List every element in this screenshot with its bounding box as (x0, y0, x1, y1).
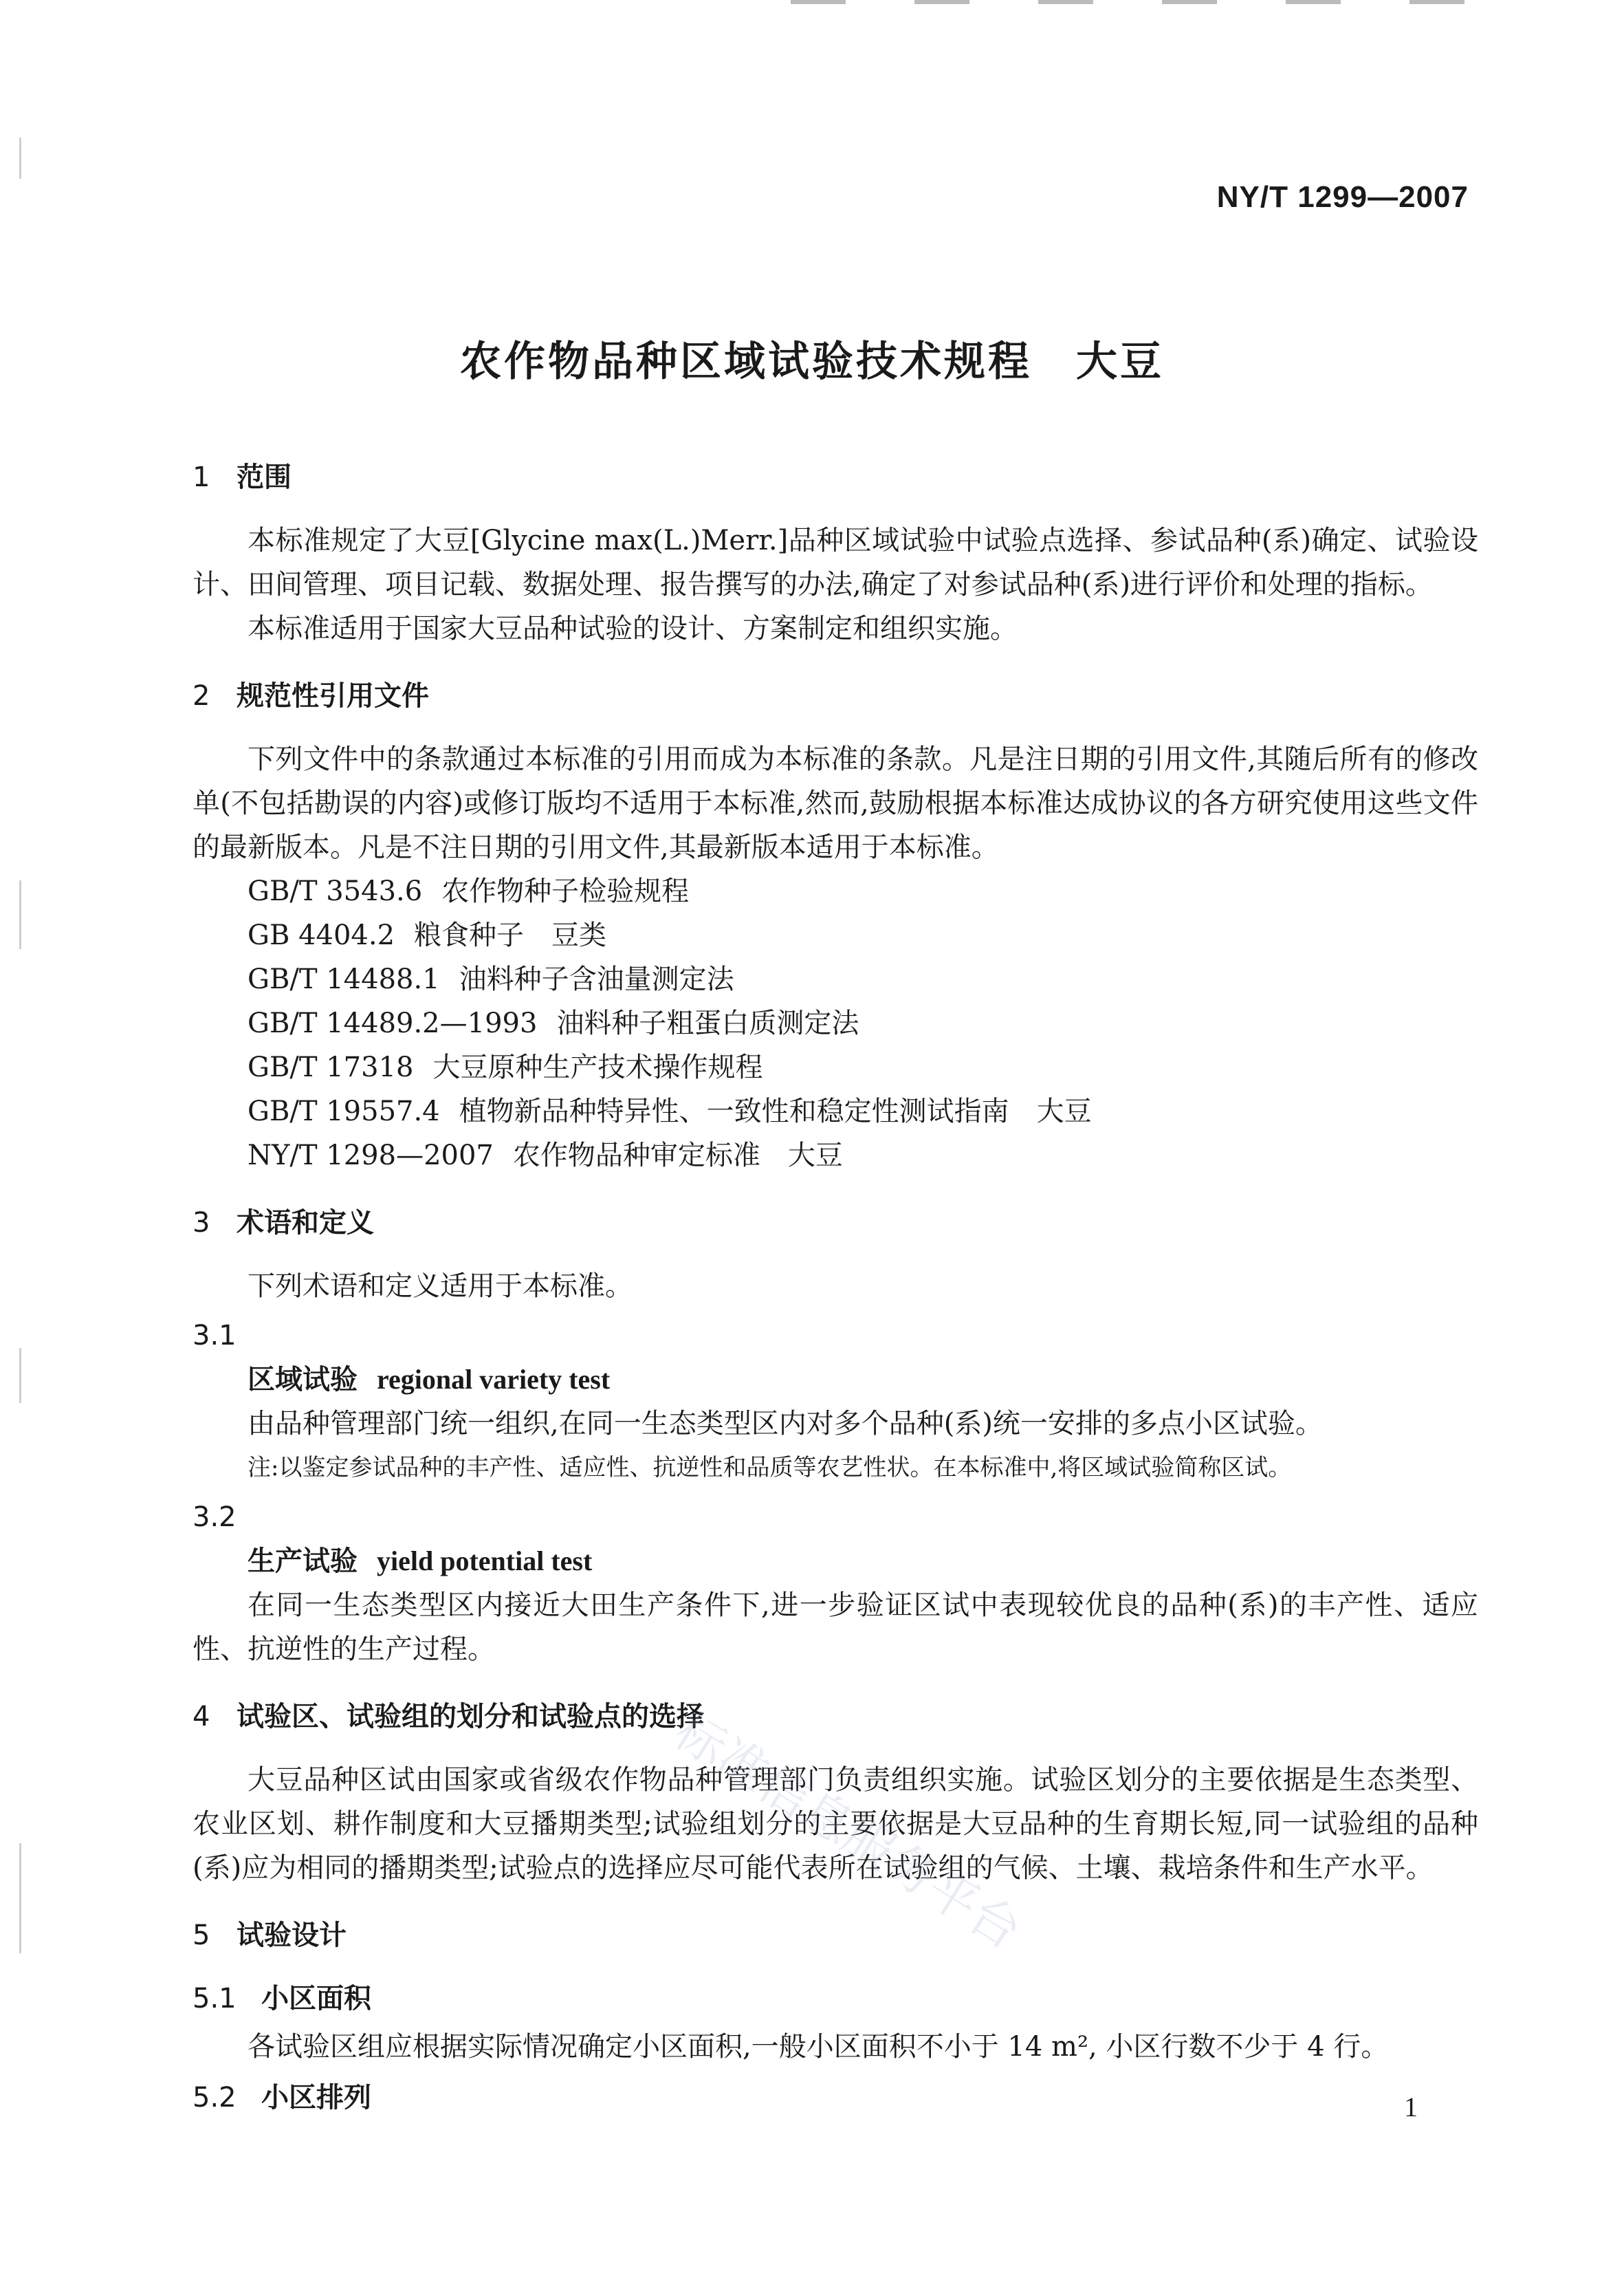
section-heading: 1 范围 (193, 461, 292, 493)
watermark: 标准信息服务平台 (665, 1701, 1032, 1961)
reference-item: GB/T 17318 大豆原种生产技术操作规程 (248, 1052, 763, 1083)
reference-item: GB/T 14488.1 油料种子含油量测定法 (248, 964, 734, 995)
reference-list (193, 869, 1478, 1177)
scan-edge-mark (19, 880, 21, 949)
scan-edge-mark (19, 1843, 21, 1953)
reference-item: GB/T 19557.4 植物新品种特异性、一致性和稳定性测试指南 大豆 (248, 1096, 1092, 1127)
section-heading: 5 试验设计 (193, 1920, 347, 1951)
standard-code: NY/T 1299—2007 (1216, 180, 1469, 214)
paragraph: 各试验区组应根据实际情况确定小区面积,一般小区面积不小于 14 m², 小区行数不少于 4 行。 (248, 2031, 1389, 2063)
term-note: 注:以鉴定参试品种的丰产性、适应性、抗逆性和品质等农艺性状。在本标准中,将区域试验简称区试。 (248, 1454, 1292, 1481)
section-heading: 4 试验区、试验组的划分和试验点的选择 (193, 1701, 704, 1732)
scan-edge-mark (19, 138, 21, 179)
document-body (193, 440, 1478, 2124)
paragraph: 下列术语和定义适用于本标准。 (248, 1270, 633, 1302)
reference-item: GB/T 3543.6 农作物种子检验规程 (248, 876, 690, 907)
page-number: 1 (1404, 2091, 1418, 2122)
section-heading: 3 术语和定义 (193, 1207, 374, 1239)
section-heading: 2 规范性引用文件 (193, 680, 429, 712)
paragraph: 大豆品种区试由国家或省级农作物品种管理部门负责组织实施。试验区划分的主要依据是生态类型、农业区划、耕作制度和大豆播期类型;试验组划分的主要依据是大豆品种的生育期长短,同一试验组的品种(系)应为相同的播期类型;试验点的选择应尽可能代表所在试验组的气候、土壤、栽培条件和生产水平。 (193, 1764, 1478, 1884)
term-number: 3.1 (193, 1320, 237, 1351)
document-title: 农作物品种区域试验技术规程 大豆 (460, 338, 1164, 386)
term-number: 3.2 (193, 1501, 237, 1533)
reference-item: GB/T 14489.2—1993 油料种子粗蛋白质测定法 (248, 1008, 859, 1039)
scan-top-marks (791, 0, 1478, 4)
reference-item: GB 4404.2 粮食种子 豆类 (248, 920, 607, 951)
scan-edge-mark (19, 1348, 21, 1403)
reference-item: NY/T 1298—2007 农作物品种审定标准 大豆 (248, 1140, 843, 1171)
term-title: 生产试验 yield potential test (248, 1545, 593, 1577)
paragraph: 下列文件中的条款通过本标准的引用而成为本标准的条款。凡是注日期的引用文件,其随后所有的修改单(不包括勘误的内容)或修订版均不适用于本标准,然而,鼓励根据本标准达成协议的各方研究使用这些文件的最新版本。凡是不注日期的引用文件,其最新版本适用于本标准。 (193, 743, 1478, 863)
subsection-heading: 5.2 小区排列 (193, 2082, 371, 2113)
term-title: 区域试验 regional variety test (248, 1363, 611, 1395)
paragraph: 本标准规定了大豆[Glycine max(L.)Merr.]品种区域试验中试验点选择、参试品种(系)确定、试验设计、田间管理、项目记载、数据处理、报告撰写的办法,确定了对参试品种(系)进行评价和处理的指标。 (193, 525, 1478, 600)
term-definition: 由品种管理部门统一组织,在同一生态类型区内对多个品种(系)统一安排的多点小区试验。 (248, 1408, 1323, 1439)
paragraph: 本标准适用于国家大豆品种试验的设计、方案制定和组织实施。 (248, 613, 1018, 644)
subsection-heading: 5.1 小区面积 (193, 1983, 371, 2014)
term-definition: 在同一生态类型区内接近大田生产条件下,进一步验证区试中表现较优良的品种(系)的丰产性、适应性、抗逆性的生产过程。 (193, 1589, 1478, 1665)
